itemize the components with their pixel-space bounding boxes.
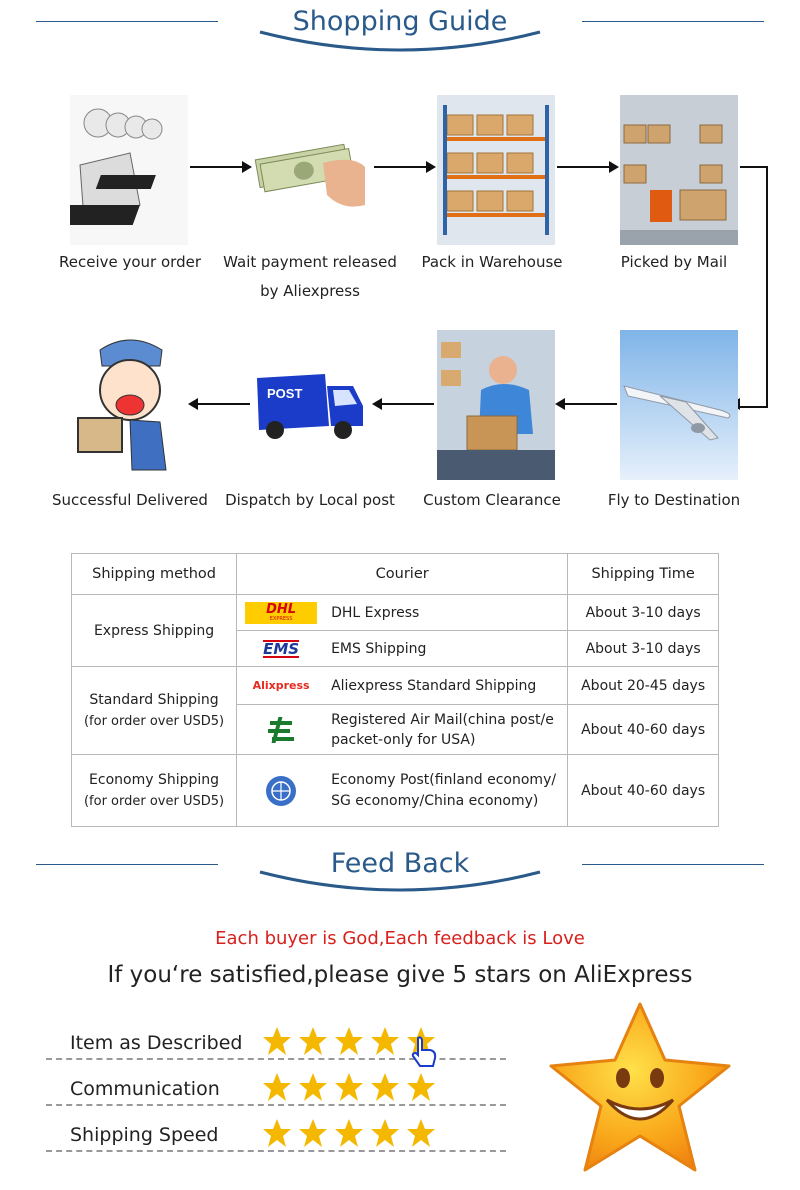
rating-row-item-described [46, 1018, 506, 1060]
forklift-warehouse-icon [620, 95, 738, 245]
flow-arrow-6 [190, 403, 250, 405]
step-label-customs: Custom Clearance [423, 491, 561, 509]
rating-label: Item as Described [70, 1032, 243, 1054]
time-cell: About 20-45 days [568, 667, 719, 705]
header-shipping-time: Shipping Time [568, 554, 719, 595]
table-header-row [72, 554, 719, 595]
dhl-logo-icon [245, 602, 317, 624]
method-standard-note: (for order over USD5) [83, 714, 225, 729]
flow-arrow-5 [374, 403, 434, 405]
post-truck-icon [253, 330, 371, 480]
feedback-title: Feed Back [330, 848, 470, 879]
ali-logo-text: Ali [252, 679, 269, 692]
header-shipping-method: Shipping method [72, 554, 237, 595]
shipping-table [71, 553, 719, 827]
dhl-logo-sub: EXPRESS [269, 616, 293, 622]
rating-stars[interactable] [262, 1072, 436, 1102]
truck-post-text: POST [267, 386, 303, 401]
star-icon[interactable] [370, 1026, 400, 1056]
rating-label: Shipping Speed [70, 1124, 219, 1146]
star-icon[interactable] [298, 1072, 328, 1102]
method-economy-note: (for order over USD5) [83, 794, 225, 809]
step-warehouse-image [437, 95, 555, 245]
star-icon[interactable] [406, 1072, 436, 1102]
courier-name: EMS Shipping [331, 640, 427, 657]
call-center-icon [70, 95, 188, 245]
courier-cell [237, 755, 568, 827]
time-cell: About 3-10 days [568, 595, 719, 631]
step-payment-image [253, 95, 371, 245]
flow-arrow-3 [557, 166, 617, 168]
time-cell: About 40-60 days [568, 755, 719, 827]
china-post-logo-icon [245, 717, 317, 743]
step-receive-order-image [70, 95, 188, 245]
courier-cell [237, 705, 568, 755]
rating-row-communication [46, 1064, 506, 1106]
shopping-guide-title: Shopping Guide [292, 6, 508, 37]
method-standard-label: Standard Shipping [89, 692, 219, 708]
method-economy-label: Economy Shipping [89, 772, 220, 788]
step-picked-mail-image [620, 95, 738, 245]
star-icon[interactable] [262, 1072, 292, 1102]
time-cell: About 40-60 days [568, 705, 719, 755]
feedback-request: If you‘re satisfied,please give 5 stars on AliExpress [107, 962, 693, 988]
star-icon[interactable] [262, 1026, 292, 1056]
star-icon[interactable] [334, 1026, 364, 1056]
table-row [72, 755, 719, 827]
method-economy [72, 755, 237, 827]
time-cell: About 3-10 days [568, 631, 719, 667]
star-icon[interactable] [298, 1118, 328, 1148]
flow-connector [740, 166, 768, 408]
un-post-logo-icon [245, 778, 317, 804]
flow-arrow-1 [190, 166, 250, 168]
header-courier: Courier [237, 554, 568, 595]
step-label-warehouse: Pack in Warehouse [421, 253, 563, 271]
courier-cell [237, 595, 568, 631]
feedback-slogan: Each buyer is God,Each feedback is Love [215, 928, 585, 949]
step-delivered-image [70, 330, 188, 480]
ali-logo-rest: xpress [268, 679, 310, 692]
star-icon[interactable] [298, 1026, 328, 1056]
step-label-picked: Picked by Mail [620, 253, 728, 271]
ems-logo-icon [245, 636, 317, 662]
courier-name: Registered Air Mail(china post/e packet-only for USA) [331, 711, 554, 748]
airplane-icon [620, 330, 738, 480]
step-label-receive: Receive your order [59, 253, 201, 271]
dhl-logo-text: DHL [266, 602, 297, 617]
step-dispatch-image [253, 330, 371, 480]
money-hand-icon [253, 95, 371, 245]
table-row [72, 667, 719, 705]
step-label-delivered: Successful Delivered [52, 491, 208, 509]
star-icon[interactable] [370, 1118, 400, 1148]
flow-arrow-2 [374, 166, 434, 168]
flow-arrow-4 [557, 403, 617, 405]
method-standard [72, 667, 237, 755]
star-icon[interactable] [262, 1118, 292, 1148]
courier-name: DHL Express [331, 604, 420, 621]
rating-row-shipping-speed [46, 1110, 506, 1152]
warehouse-shelves-icon [437, 95, 555, 245]
ems-logo-text: EMS [263, 639, 300, 658]
courier-cell [237, 631, 568, 667]
rating-label: Communication [70, 1078, 220, 1100]
star-icon[interactable] [370, 1072, 400, 1102]
star-icon[interactable] [334, 1072, 364, 1102]
courier-name: Aliexpress Standard Shipping [331, 677, 537, 694]
courier-cell [237, 667, 568, 705]
step-fly-image [620, 330, 738, 480]
table-row [72, 595, 719, 631]
step-label-payment-text: Wait payment released by Aliexpress [223, 253, 397, 300]
worker-box-icon [437, 330, 555, 480]
rating-stars[interactable] [262, 1118, 436, 1148]
smiling-star-icon [545, 1000, 735, 1175]
star-icon[interactable] [406, 1118, 436, 1148]
step-customs-image [437, 330, 555, 480]
step-label-payment [220, 248, 400, 306]
title-swoosh [250, 28, 550, 58]
delivery-man-icon [70, 330, 188, 480]
step-label-fly: Fly to Destination [607, 491, 741, 509]
feedback-swoosh [250, 868, 550, 898]
courier-name: Economy Post(finland economy/ SG economy/China economy) [331, 771, 557, 809]
star-icon[interactable] [334, 1118, 364, 1148]
aliexpress-logo-icon [245, 673, 317, 699]
step-label-dispatch: Dispatch by Local post [225, 491, 395, 509]
method-express: Express Shipping [72, 595, 237, 667]
